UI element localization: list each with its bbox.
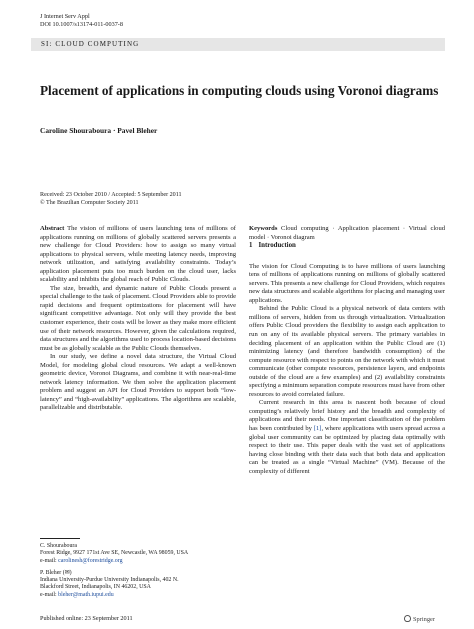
keywords-text: Cloud computing · Application placement · Virtual cloud model · Voronoi diagram	[249, 225, 445, 241]
abstract-p1-text: The vision of millions of users launching tens of millions of applications running on millions of globally scattered servers presents a new challenge for Cloud Providers: how to assign so many virtual applications to physical servers, while meeting latency needs, improving network utilization, and satisfying availability constraints. Today’s application placement puts too much burden on the cloud user, lacks scalability and inhibits the global reach of Public Clouds.	[40, 225, 236, 284]
affiliations	[40, 543, 240, 599]
journal-name: J Internet Serv Appl	[40, 13, 90, 20]
doi: DOI 10.1007/s13174-011-0037-8	[40, 21, 123, 28]
authors: Caroline Shouraboura · Pavel Bleher	[40, 126, 158, 135]
intro-title: Introduction	[258, 242, 296, 250]
intro-p2: Behind the Public Cloud is a physical network of data centers with millions of servers, hidden from us through virtualization. Virtualization offers Public Cloud providers the flexibility to assign each application to run on any of its available physical servers. The primary variables in deciding placement of an application within the Public Cloud are (1) minimizing latency (and therefore bandwidth consumption) of the compute resource with respect to points on the network with which it must communicate (other compute resources, persistence layers, and endpoints outside of the cloud are a few examples) and (2) availability constraints specifying a minimum separation compute resources must have from other resources to avoid correlated failure.	[249, 305, 445, 398]
author2-email-line	[40, 592, 240, 599]
author1-email-link[interactable]: carolinesh@forestridge.org	[58, 557, 123, 564]
abstract-label: Abstract	[40, 225, 65, 232]
publisher-logo	[404, 615, 435, 624]
keywords	[249, 225, 445, 242]
springer-horse-icon	[404, 615, 411, 622]
abstract-p1	[40, 225, 236, 285]
author2-address-1: Indiana University-Purdue University Indianapolis, 402 N.	[40, 577, 179, 584]
author1-name: C. Shouraboura	[40, 543, 77, 549]
author2-address-2: Blackford Street, Indianapolis, IN 46202, USA	[40, 584, 151, 591]
intro-heading	[249, 242, 445, 251]
intro-number: 1	[249, 242, 253, 250]
copyright: © The Brazilian Computer Society 2011	[40, 199, 139, 206]
intro-p1: The vision for Cloud Computing is to have millions of users launching tens of millions of applications running on millions of globally scattered servers. This presents a new challenge for Cloud Providers, which requires new data structures and scalable algorithms for placing and managing user applications.	[249, 262, 445, 304]
citation-link[interactable]: [1]	[313, 425, 322, 433]
published-online: Published online: 23 September 2011	[40, 615, 133, 622]
right-column	[249, 225, 445, 476]
author2-email-link[interactable]: bleher@math.iupui.edu	[58, 591, 114, 598]
footnote-rule	[40, 538, 80, 539]
section-banner	[31, 38, 445, 51]
author2-email-label: e-mail:	[40, 591, 59, 598]
abstract-p2: The size, breadth, and dynamic nature of Public Clouds present a special challenge to the task of placement. Cloud Providers able to provide rapid decisions and frequent optimizations for placement will have significant competitive advantage. Not only will they provide the best customer experience, their costs will be lower as they make more efficient use of their network resources. However, given the calculations required, data structures and the algorithms used to process location-based decisions must be as globally scalable as the Public Clouds themselves.	[40, 284, 236, 352]
paper-title: Placement of applications in computing clouds using Voronoi diagrams	[40, 83, 439, 98]
author1-email-label: e-mail:	[40, 557, 59, 564]
author1-email-line	[40, 558, 240, 565]
publisher-name: Springer	[413, 616, 436, 623]
intro-p3	[249, 399, 445, 476]
left-column	[40, 225, 236, 413]
journal-header	[40, 13, 123, 29]
author2-name: P. Bleher (✉)	[40, 569, 72, 576]
received-dates	[40, 192, 182, 207]
author1-address: Forest Ridge, 9927 171st Ave SE, Newcastle, WA 98059, USA	[40, 550, 189, 557]
received-accepted: Received: 23 October 2010 / Accepted: 5 September 2011	[40, 192, 182, 198]
intro-p3-after: , where applications with users spread across a global user community can be optimized by placing data optimally with respect to their use. This paper deals with the vast set of applications having close binding with their data such that both data and application can be treated as a single “Virtual Machine” (VM). Because of the complexity of different	[249, 425, 445, 475]
keywords-label: Keywords	[249, 225, 278, 232]
section-label: SI: CLOUD COMPUTING	[41, 40, 140, 48]
intro-p3-before: Current research in this area is nascent both because of cloud computing’s relatively brief history and the breadth and complexity of applications and their needs. One important classification of the problem has been contributed by	[249, 399, 445, 433]
abstract-p3: In our study, we define a novel data structure, the Virtual Cloud Model, for modeling global cloud resources. We adapt a well-known geometric device, Voronoi Diagrams, and combine it with near-real-time network latency information. We then solve the application placement problem and suggest an API for Cloud Providers to support both “low-latency” and “high-availability” applications. The algorithms are scalable, parallelizable and distributable.	[40, 353, 236, 412]
